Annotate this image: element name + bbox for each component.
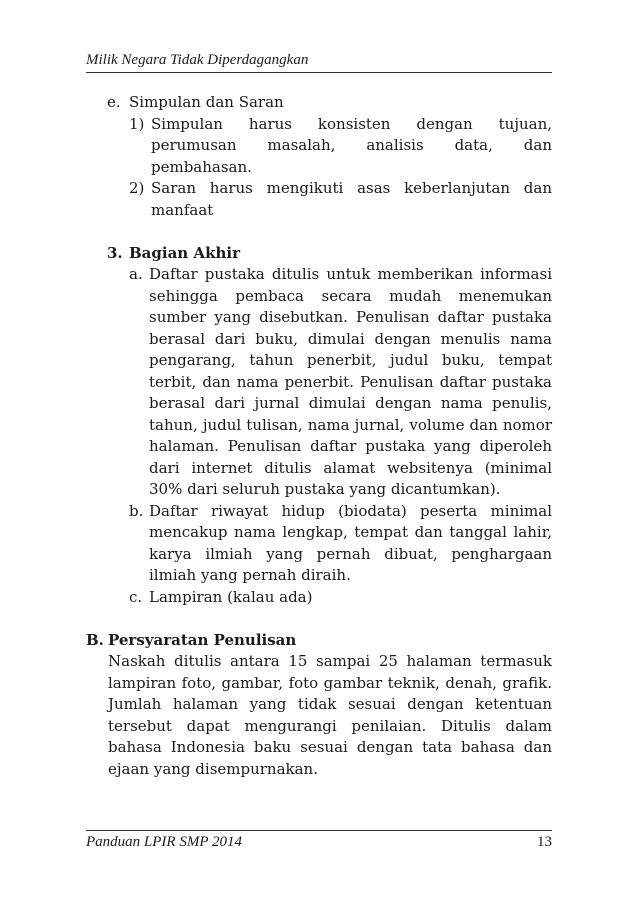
section-e-item-2 bbox=[129, 178, 552, 221]
section-b-label: B. bbox=[86, 630, 104, 649]
item-text: Simpulan harus konsisten dengan tujuan, perumusan masalah, analisis data, dan pembahasan. bbox=[151, 114, 552, 176]
item-text: Daftar riwayat hidup (biodata) peserta minimal mencakup nama lengkap, tempat dan tanggal lahir, karya ilmiah yang pernah dibuat, penghargaan ilmiah yang pernah diraih. bbox=[149, 501, 552, 584]
section-e-item-1 bbox=[129, 114, 552, 179]
item-text: Daftar pustaka ditulis untuk memberikan informasi sehingga pembaca secara mudah menemukan sumber yang disebutkan. Penulisan daftar pustaka berasal dari buku, dimulai dengan menulis nama pengarang, tahun penerbit, judul buku, tempat terbit, dan nama penerbit. Penulisan daftar pustaka berasal dari jurnal dimulai dengan nama penulis, tahun, judul tulisan, nama jurnal, volume dan nomor halaman. Penulisan daftar pustaka yang diperoleh dari internet ditulis alamat websitenya (minimal 30% dari seluruh pustaka yang dicantumkan). bbox=[149, 265, 552, 498]
item-label: 1) bbox=[129, 114, 145, 133]
item-text: Lampiran (kalau ada) bbox=[149, 587, 313, 606]
section-3-title: Bagian Akhir bbox=[129, 243, 240, 262]
page-header: Milik Negara Tidak Diperdagangkan bbox=[86, 52, 552, 73]
section-b-title: Persyaratan Penulisan bbox=[108, 630, 297, 649]
section-b-heading bbox=[86, 630, 552, 652]
page-footer bbox=[86, 834, 552, 851]
section-3-item-c bbox=[129, 587, 552, 609]
section-e-label: e. bbox=[107, 93, 121, 111]
section-3-item-b bbox=[129, 501, 552, 587]
document-body bbox=[86, 92, 552, 780]
page-number: 13 bbox=[537, 834, 552, 850]
item-label: 2) bbox=[129, 179, 145, 197]
section-3-item-a bbox=[129, 264, 552, 501]
section-b-paragraph bbox=[108, 651, 552, 780]
footer-title: Panduan LPIR SMP 2014 bbox=[86, 834, 242, 850]
section-3-label: 3. bbox=[107, 243, 123, 262]
item-label: c. bbox=[129, 587, 143, 606]
paragraph-text: Naskah ditulis antara 15 sampai 25 halaman termasuk lampiran foto, gambar, foto gambar teknik, denah, grafik. Jumlah halaman yang tidak sesuai dengan ketentuan tersebut dapat mengurangi penilaian. Ditulis dalam bahasa Indonesia baku sesuai dengan tata bahasa dan ejaan yang disempurnakan. bbox=[108, 652, 552, 778]
section-e-heading bbox=[107, 92, 552, 114]
item-label: b. bbox=[129, 501, 144, 520]
section-e-title: Simpulan dan Saran bbox=[129, 93, 284, 111]
item-label: a. bbox=[129, 265, 143, 283]
section-3-heading bbox=[107, 243, 552, 265]
footer-divider bbox=[86, 830, 552, 831]
item-text: Saran harus mengikuti asas keberlanjutan dan manfaat bbox=[151, 179, 552, 219]
